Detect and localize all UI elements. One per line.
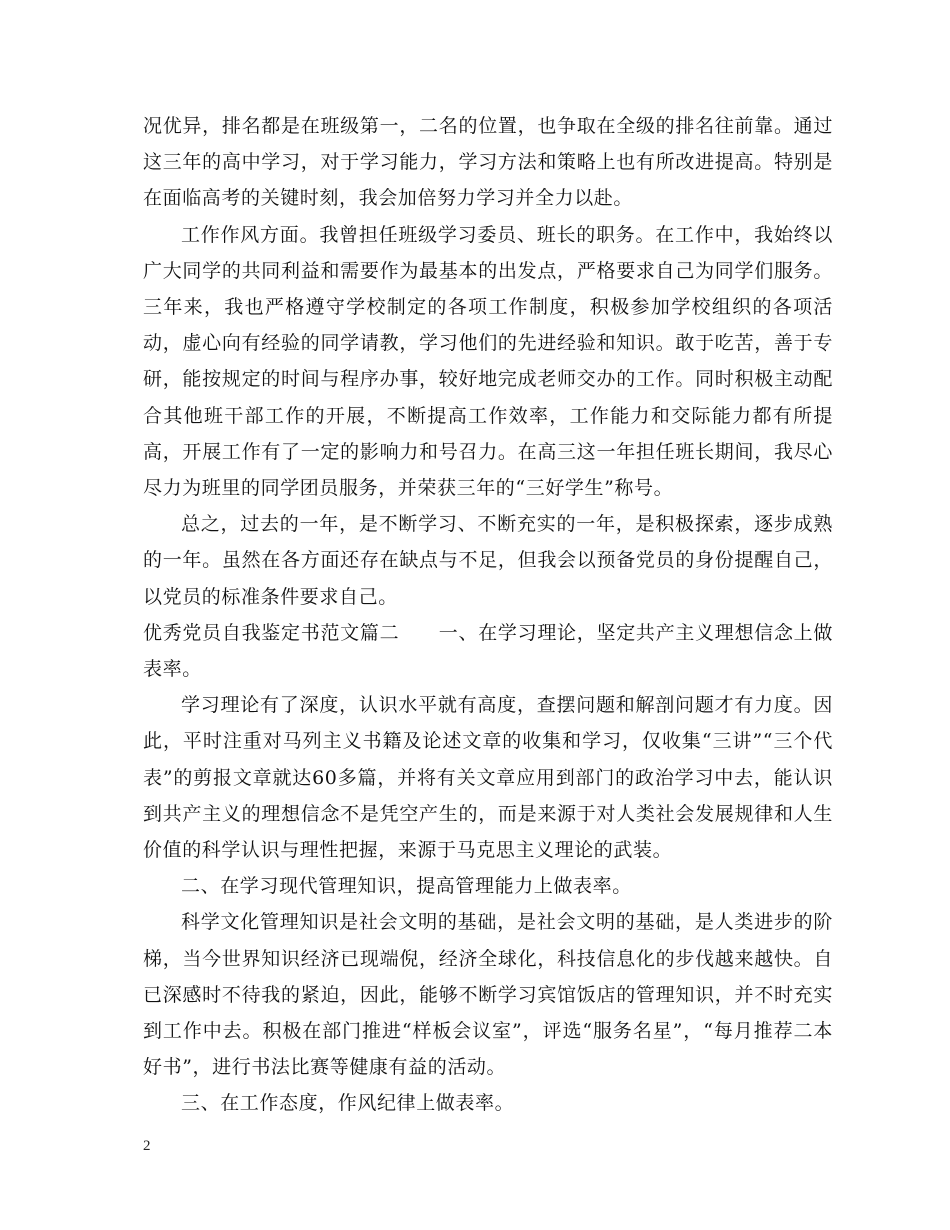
paragraph-5: 学习理论有了深度，认识水平就有高度，查摆问题和解剖问题才有力度。因此，平时注重对马列主义书籍及论述文章的收集和学习，仅收集“三讲”“三个代表”的剪报文章就达60多篇，并将有关文章应用到部门的政治学习中去，能认识到共产主义的理想信念不是凭空产生的，而是来源于对人类社会发展规律和人生价值的科学认识与理性把握，来源于马克思主义理论的武装。	[143, 694, 833, 862]
section-heading-2: 优秀党员自我鉴定书范文篇二 一、在学习理论，坚定共产主义理想信念上做表率。	[143, 621, 833, 681]
document-body	[143, 108, 833, 1122]
paragraph-1: 况优异，排名都是在班级第一，二名的位置，也争取在全级的排名往前靠。通过这三年的高中学习，对于学习能力，学习方法和策略上也有所改进提高。特别是在面临高考的关键时刻，我会加倍努力学习并全力以赴。	[143, 115, 833, 210]
paragraph-2: 工作作风方面。我曾担任班级学习委员、班长的职务。在工作中，我始终以广大同学的共同利益和需要作为最基本的出发点，严格要求自己为同学们服务。三年来，我也严格遵守学校制定的各项工作制度，积极参加学校组织的各项活动，虚心向有经验的同学请教，学习他们的先进经验和知识。敢于吃苦，善于专研，能按规定的时间与程序办事，较好地完成老师交办的工作。同时积极主动配合其他班干部工作的开展，不断提高工作效率，工作能力和交际能力都有所提高，开展工作有了一定的影响力和号召力。在高三这一年担任班长期间，我尽心尽力为班里的同学团员服务，并荣获三年的“三好学生”称号。	[143, 223, 833, 500]
paragraph-3: 总之，过去的一年，是不断学习、不断充实的一年，是积极探索，逐步成熟的一年。虽然在各方面还存在缺点与不足，但我会以预备党员的身份提醒自己，以党员的标准条件要求自己。	[143, 513, 833, 608]
paragraph-6: 二、在学习现代管理知识，提高管理能力上做表率。	[181, 875, 632, 898]
page-number: 2	[143, 1138, 151, 1154]
paragraph-7: 科学文化管理知识是社会文明的基础，是社会文明的基础，是人类进步的阶梯，当今世界知识经济已现端倪，经济全球化，科技信息化的步伐越来越快。自已深感时不待我的紧迫，因此，能够不断学习宾馆饭店的管理知识，并不时充实到工作中去。积极在部门推进“样板会议室”，评选“服务名星”，“每月推荐二本好书”，进行书法比赛等健康有益的活动。	[143, 911, 833, 1079]
paragraph-8: 三、在工作态度，作风纪律上做表率。	[181, 1092, 515, 1115]
